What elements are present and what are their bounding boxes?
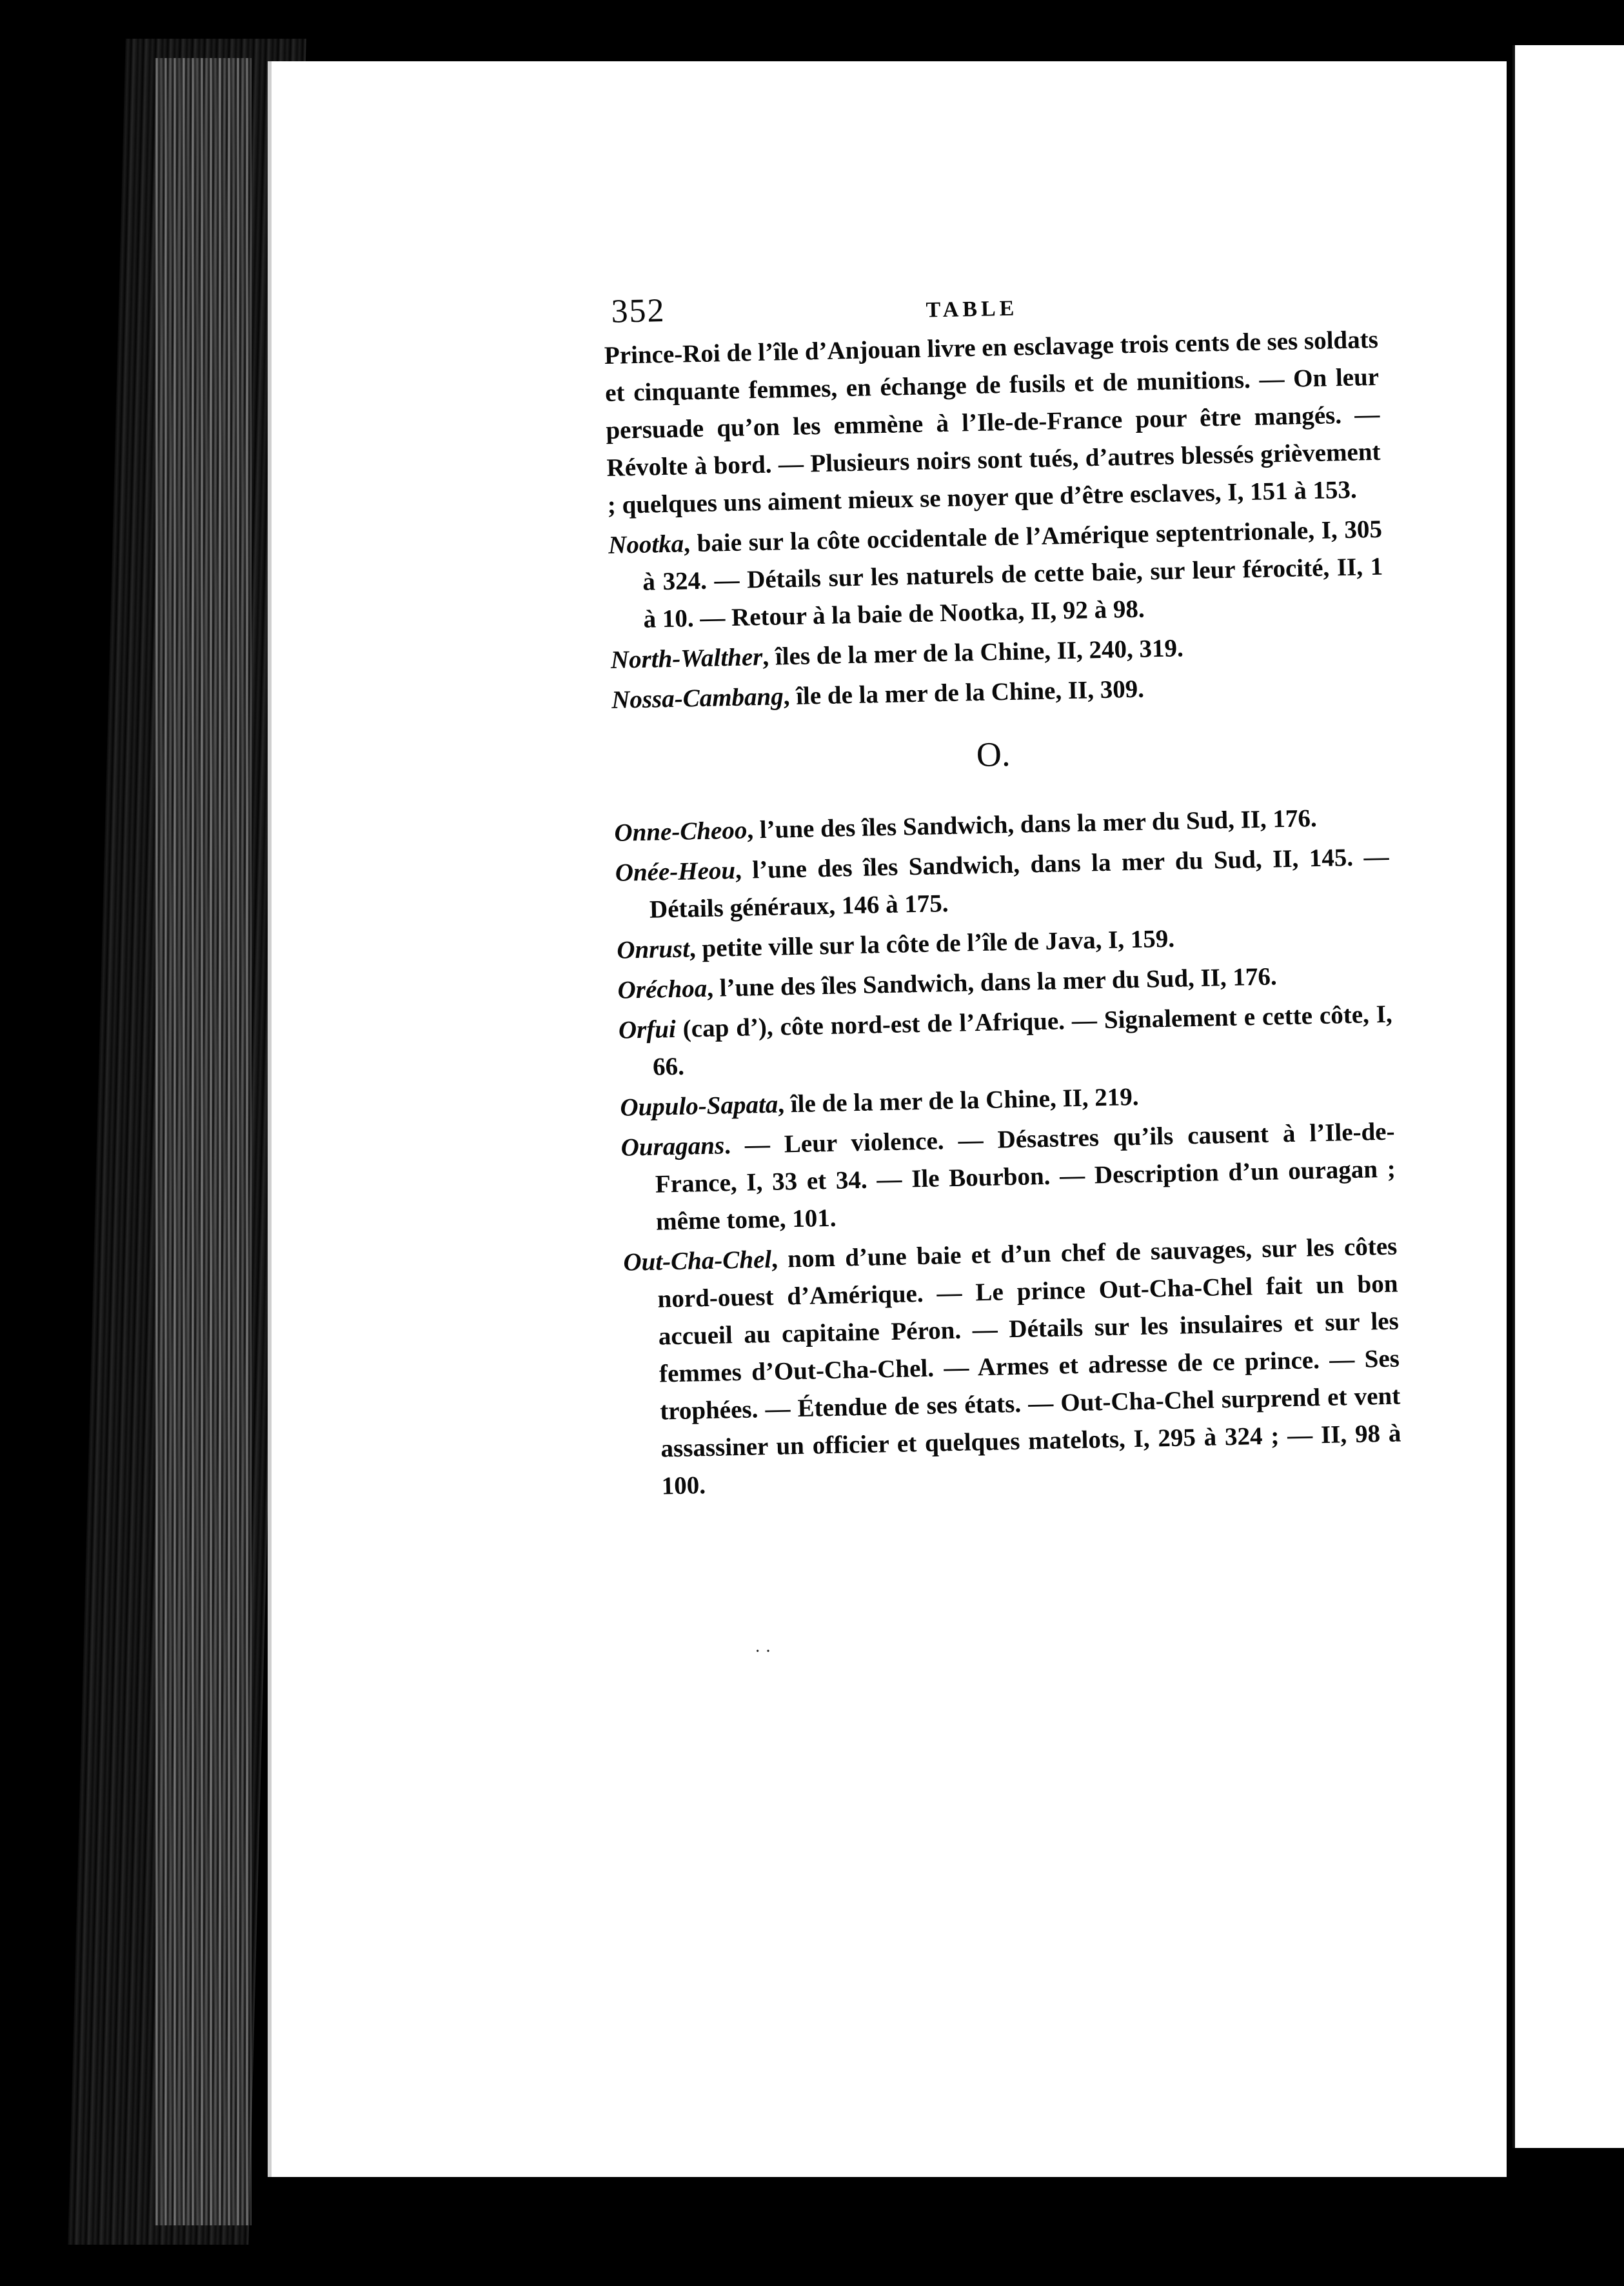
entry-term: Oréchoa bbox=[617, 974, 708, 1004]
running-head: TABLE bbox=[926, 296, 1018, 323]
book-page-edges bbox=[155, 58, 252, 2225]
entry-term: Out-Cha-Chel bbox=[623, 1245, 772, 1277]
entry-term: Onrust bbox=[616, 935, 690, 964]
index-entry bbox=[618, 996, 1393, 1087]
entry-text: , île de la mer de la Chine, II, 219. bbox=[777, 1082, 1139, 1118]
entry-term: North-Walther bbox=[610, 642, 763, 674]
entry-term: Nossa-Cambang bbox=[611, 682, 784, 714]
entry-text: , l’une des îles Sandwich, dans la mer du Sud, II, 145. — Détails généraux, 146 à 175. bbox=[649, 842, 1390, 924]
entry-text: , nom d’une baie et d’un chef de sauvages, sur les côtes nord-ouest d’Amérique. — Le prince Out-Cha-Chel fait un bon accueil au capitaine Péron. — Détails sur les insulaires et sur les femmes d’Out-Cha-Chel. — Armes et adresse de ce prince. — Ses trophées. — Étendue de ses états. — Out-Cha-Chel surprend et vent assassiner un officier et quelques matelots, I, 295 à 324 ; — II, 98 à 100. bbox=[657, 1232, 1401, 1500]
entry-text: , baie sur la côte occidentale de l’Amérique septentrionale, I, 305 à 324. — Détails sur les naturels de cette baie, sur leur férocité, II, 1 à 10. — Retour à la baie de Nootka, II, 92 à 98. bbox=[642, 515, 1383, 633]
entry-text: , île de la mer de la Chine, II, 309. bbox=[783, 675, 1145, 711]
entry-term: Ouragans bbox=[620, 1131, 725, 1162]
entry-term: Nootka bbox=[608, 530, 684, 559]
facing-page-edge bbox=[1512, 45, 1624, 2148]
section-letter-heading: O. bbox=[976, 734, 1011, 775]
entry-text: , l’une des îles Sandwich, dans la mer du Sud, II, 176. bbox=[706, 962, 1278, 1002]
entry-text: , îles de la mer de la Chine, II, 240, 319. bbox=[762, 634, 1184, 671]
entry-text: (cap d’), côte nord-est de l’Afrique. — Signalement e cette côte, I, 66. bbox=[652, 1000, 1393, 1081]
entry-text: . — Leur violence. — Désastres qu’ils causent à l’Ile-de-France, I, 33 et 34. — Ile Bourbon. — Description d’un ouragan ; même tome, 101. bbox=[655, 1117, 1396, 1236]
entry-term: Oupulo-Sapata bbox=[619, 1090, 778, 1122]
page-number: 352 bbox=[610, 292, 666, 330]
entry-term: Orfui bbox=[618, 1015, 677, 1044]
index-entry bbox=[620, 1113, 1396, 1242]
entry-text: , petite ville sur la côte de l’île de Java, I, 159. bbox=[689, 924, 1175, 963]
stray-ink-mark: · · bbox=[755, 1642, 771, 1662]
index-entry bbox=[608, 511, 1384, 639]
index-entry bbox=[615, 839, 1390, 929]
entry-text: , l’une des îles Sandwich, dans la mer du Sud, II, 176. bbox=[746, 804, 1318, 844]
index-text-block bbox=[603, 277, 1402, 1509]
continued-entry: Prince-Roi de l’île d’Anjouan livre en esclavage trois cents de ses soldats et cinquante femmes, en échange de fusils et de munitions. — On leur persuade qu’on les emmène à l’Ile-de-France pour être mangés. — Révolte à bord. — Plusieurs noirs sont tués, d’autres blessés grièvement ; quelques uns aiment mieux se noyer que d’être esclaves, I, 151 à 153. bbox=[604, 325, 1381, 519]
entry-term: Onée-Heou bbox=[615, 856, 736, 887]
entry-term: Onne-Cheoo bbox=[614, 816, 748, 847]
index-entry bbox=[623, 1228, 1402, 1506]
